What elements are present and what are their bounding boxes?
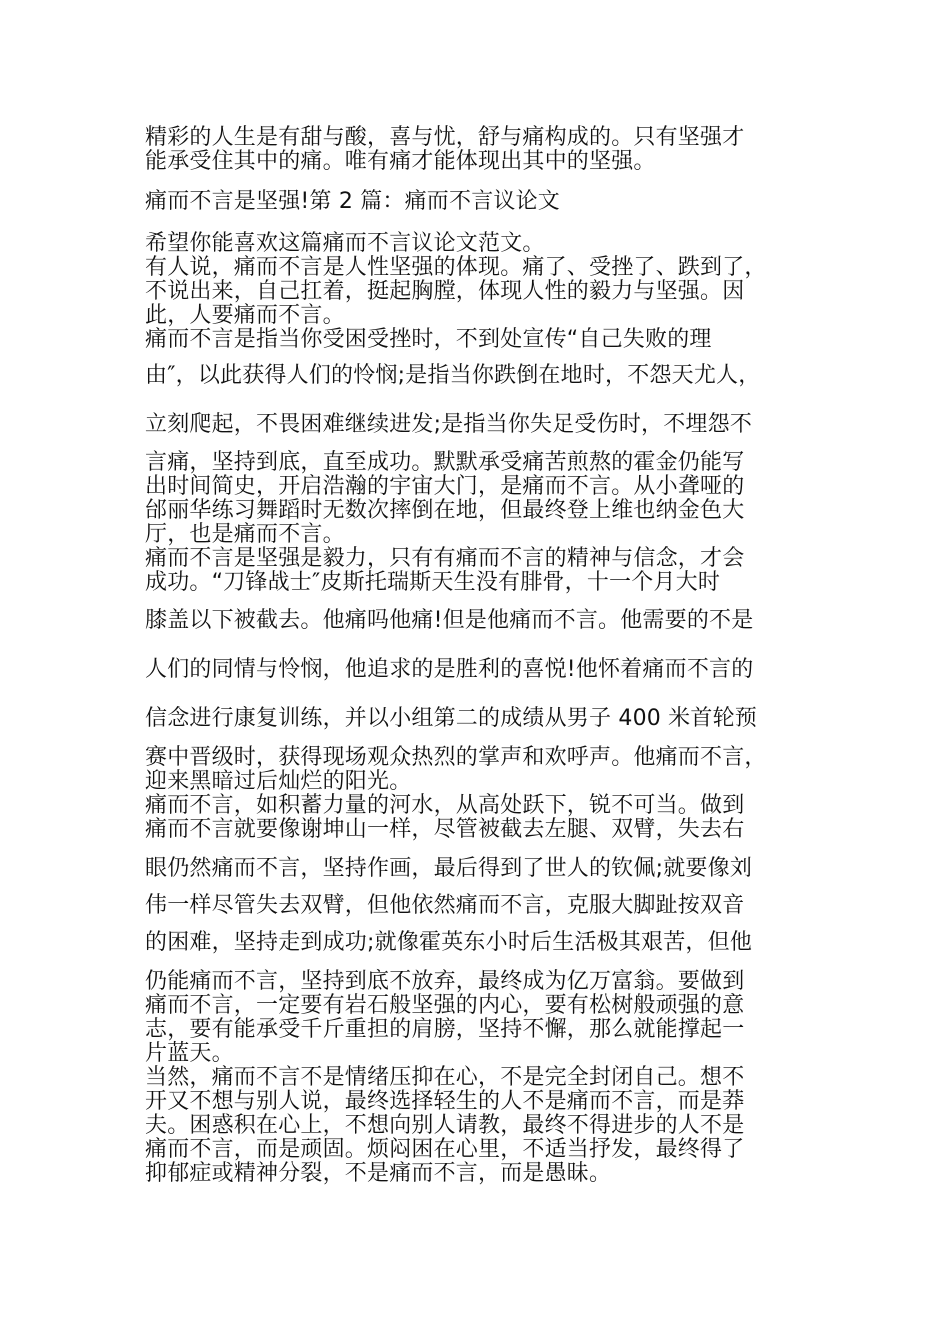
text-line: 痛而不言是指当你受困受挫时，不到处宣传“自己失败的理 — [145, 327, 712, 352]
text-line: 厅，也是痛而不言。 — [145, 522, 345, 547]
text-line: 由″，以此获得人们的怜悯;是指当你跌倒在地时，不怨天尤人， — [145, 363, 761, 388]
text-line: 希望你能喜欢这篇痛而不言议论文范文。 — [145, 231, 545, 256]
text-line: 有人说，痛而不言是人性坚强的体现。痛了、受挫了、跌到了， — [145, 255, 767, 280]
text-line: 痛而不言，如积蓄力量的河水，从高处跃下，锐不可当。做到 — [145, 793, 745, 818]
text-line: 能承受住其中的痛。唯有痛才能体现出其中的坚强。 — [145, 149, 656, 174]
text-line: 仍能痛而不言，坚持到底不放弃，最终成为亿万富翁。要做到 — [145, 969, 745, 994]
text-line: 膝盖以下被截去。他痛吗他痛!但是他痛而不言。他需要的不是 — [145, 608, 754, 633]
text-line: 夫。困惑积在心上，不想向别人请教，最终不得进步的人不是 — [145, 1113, 745, 1138]
text-line: 精彩的人生是有甜与酸，喜与忧，舒与痛构成的。只有坚强才 — [145, 125, 745, 150]
text-line: 迎来黑暗过后灿烂的阳光。 — [145, 769, 412, 794]
text-line: 片蓝天。 — [145, 1041, 234, 1066]
text-line: 赛中晋级时，获得现场观众热烈的掌声和欢呼声。他痛而不言， — [145, 745, 767, 770]
text-line: 当然，痛而不言不是情绪压抑在心，不是完全封闭自己。想不 — [145, 1065, 745, 1090]
text-line: 成功。“刀锋战士″皮斯托瑞斯天生没有腓骨，十一个月大时 — [145, 570, 721, 595]
text-line: 出时间简史，开启浩瀚的宇宙大门，是痛而不言。从小聋哑的 — [145, 474, 745, 499]
text-line: 痛而不言是坚强是毅力，只有有痛而不言的精神与信念，才会 — [145, 546, 745, 571]
section-heading: 痛而不言是坚强!第 2 篇：痛而不言议论文 — [145, 189, 561, 214]
text-line: 志，要有能承受千斤重担的肩膀，坚持不懈，那么就能撑起一 — [145, 1017, 745, 1042]
text-line: 邰丽华练习舞蹈时无数次摔倒在地，但最终登上维也纳金色大 — [145, 498, 745, 523]
text-line: 信念进行康复训练，并以小组第二的成绩从男子 400 米首轮预 — [145, 706, 757, 731]
text-line: 不说出来，自己扛着，挺起胸膛，体现人性的毅力与坚强。因 — [145, 279, 745, 304]
text-line: 痛而不言，而是顽固。烦闷困在心里，不适当抒发，最终得了 — [145, 1137, 745, 1162]
text-line: 伟一样尽管失去双臂，但他依然痛而不言，克服大脚趾按双音 — [145, 893, 745, 918]
text-line: 的困难，坚持走到成功;就像霍英东小时后生活极其艰苦，但他 — [145, 930, 753, 955]
text-line: 人们的同情与怜悯，他追求的是胜利的喜悦!他怀着痛而不言的 — [145, 657, 754, 682]
text-line: 此，人要痛而不言。 — [145, 303, 345, 328]
text-line: 痛而不言就要像谢坤山一样，尽管被截去左腿、双臂，失去右 — [145, 817, 745, 842]
text-line: 言痛，坚持到底，直至成功。默默承受痛苦煎熬的霍金仍能写 — [145, 450, 745, 475]
text-line: 抑郁症或精神分裂，不是痛而不言，而是愚昧。 — [145, 1161, 612, 1186]
text-line: 眼仍然痛而不言，坚持作画，最后得到了世人的钦佩;就要像刘 — [145, 856, 753, 881]
text-line: 立刻爬起，不畏困难继续进发;是指当你失足受伤时，不埋怨不 — [145, 412, 753, 437]
text-line: 开又不想与别人说，最终选择轻生的人不是痛而不言，而是莽 — [145, 1089, 745, 1114]
text-line: 痛而不言，一定要有岩石般坚强的内心，要有松树般顽强的意 — [145, 993, 745, 1018]
